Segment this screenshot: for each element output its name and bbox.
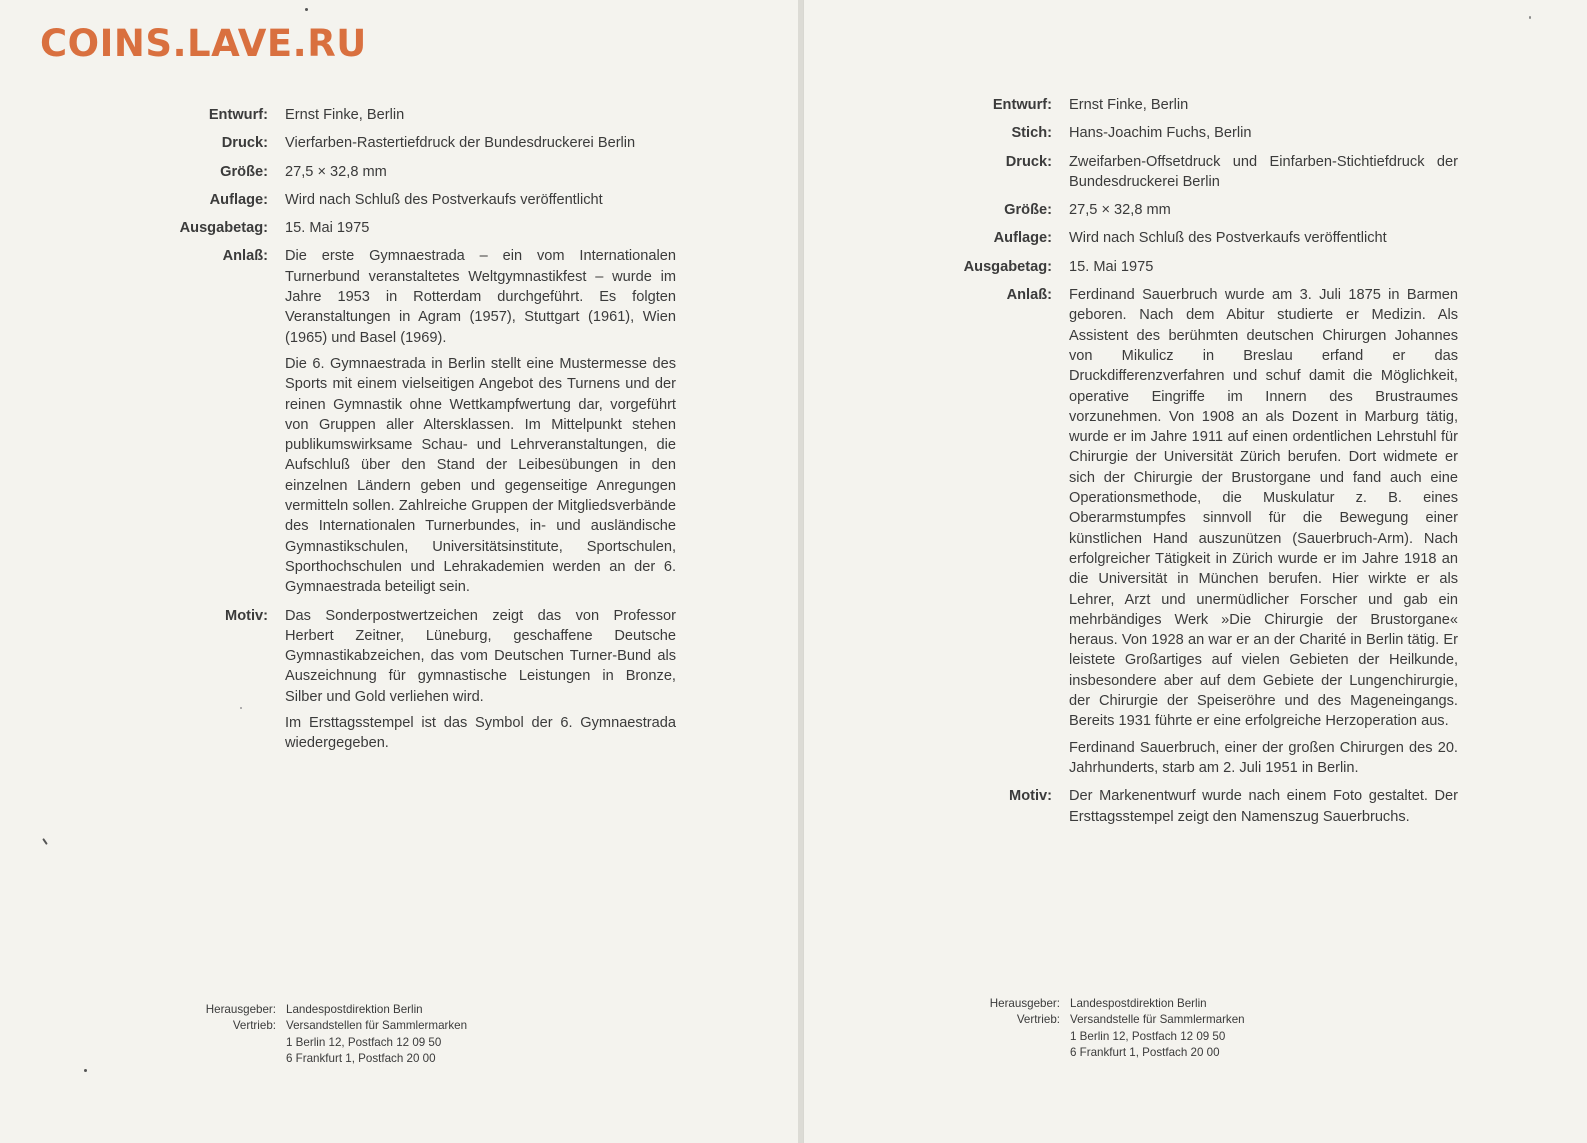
field-paragraph: Die 6. Gymnaestrada in Berlin stellt eine Mustermesse des Sports mit einem vielseitigen Angebot des Turnens und der reinen Gymnastik ohne Wettkampfwertung dar, vorgeführt von Gruppen aller Altersklassen. Im Mittelpunkt stehen publikumswirksame Schau- und Lehrveranstaltungen, die Aufschluß über den Stand der Leibesübungen in den einzelnen Ländern geben und gegenseitige Anregungen vermitteln sollen. Zahlreiche Gruppen der Mitgliedsverbände des Internationalen Turnerbundes, in- und ausländische Gymnastikschulen, Universitätsinstitute, Sportschulen, Sporthochschulen und Lehrakademien werden an der 6. Gymnaestrada beteiligt sein.: [285, 355, 676, 596]
field-label: Ausgabetag:: [963, 258, 1052, 275]
left-footer: [0, 1002, 467, 1068]
field-row-anlass: [804, 285, 1458, 778]
field-paragraph: Wird nach Schluß des Postverkaufs veröffentlicht: [285, 191, 603, 208]
field-row-motiv: [804, 786, 1458, 827]
field-value: [1069, 285, 1458, 778]
field-row-groesse: [0, 162, 676, 182]
field-value: [1069, 257, 1458, 277]
herausgeber-value: Landespostdirektion Berlin: [1070, 997, 1207, 1010]
field-label: Entwurf:: [992, 97, 1052, 113]
field-label: Anlaß:: [222, 248, 268, 265]
field-value: [1069, 152, 1458, 193]
field-paragraph: Ernst Finke, Berlin: [1069, 97, 1189, 113]
watermark-text: COINS.LAVE.RU: [40, 22, 367, 65]
field-paragraph: 15. Mai 1975: [285, 220, 370, 237]
field-row-groesse: [804, 200, 1458, 220]
dust-speck: [305, 8, 308, 11]
field-row-ausgabetag: [804, 257, 1458, 277]
field-paragraph: Wird nach Schluß des Postverkaufs veröffentlicht: [1069, 230, 1387, 247]
dust-speck: [1529, 16, 1531, 19]
field-label: Auflage:: [209, 191, 268, 208]
field-paragraph: Im Ersttagsstempel ist das Symbol der 6. Gymnaestrada wiedergegeben.: [285, 715, 676, 752]
field-label: Anlaß:: [1006, 287, 1052, 304]
field-label: Entwurf:: [208, 107, 268, 123]
field-value: [285, 105, 676, 125]
left-field-list: [0, 105, 676, 762]
vertrieb-line: Versandstellen für Sammlermarken: [286, 1019, 468, 1033]
field-label: Druck:: [1005, 153, 1052, 170]
field-paragraph: Die erste Gymnaestrada – ein vom Internationalen Turnerbund veranstaltetes Weltgymnastikfest – wurde im Jahre 1953 in Rotterdam durchgeführt. Es folgten Veranstaltungen in Agram (1957), Stuttgart (1961), Wien (1965) und Basel (1969).: [285, 248, 676, 346]
right-page: [803, 0, 1587, 1143]
field-value: [1069, 228, 1458, 248]
vertrieb-label: Vertrieb:: [232, 1019, 276, 1033]
field-paragraph: Ferdinand Sauerbruch wurde am 3. Juli 1875 in Barmen geboren. Nach dem Abitur studierte er Medizin. Als Assistent des berühmten deutschen Chirurgen Johannes von Mikulicz in Breslau erfand er das Druckdifferenzverfahren und schuf damit die Möglichkeit, operative Eingriffe im Innern des Brustraumes vorzunehmen. Von 1908 an als Dozent in Marburg tätig, wurde er im Jahre 1911 auf einen ordentlichen Lehrstuhl für Chirurgie der Universität Zürich berufen. Dort widmete er sich der Chirurgie der Brustorgane und fand auch eine Operationsmethode, die Muskulatur z. B. eines Oberarmstumpfes sinnvoll für die Bewegung einer künstlichen Hand auszunützen (Sauerbruch-Arm). Nach erfolgreicher Tätigkeit in Zürich wurde er im Jahre 1918 an die Universität in München berufen. Hier wirkte er als Lehrer, Arzt und unermüdlicher Forscher und gab ein mehrbändiges Werk »Die Chirurgie der Brustorgane« heraus. Von 1928 an war er an der Charité in Berlin tätig. Er leistete Großartiges auf vielen Gebieten der Heilkunde, insbesondere aber auf dem Gebiete der Lungenchirurgie, der Chirurgie der Speiseröhre und des Mageneingangs. Bereits 1931 führte er eine erfolgreiche Herzoperation aus.: [1069, 287, 1458, 730]
field-row-entwurf: [0, 105, 676, 125]
vertrieb-line: 1 Berlin 12, Postfach 12 09 50: [286, 1035, 442, 1049]
field-paragraph: 27,5 × 32,8 mm: [285, 163, 387, 180]
field-value: [285, 246, 676, 597]
field-paragraph: 27,5 × 32,8 mm: [1069, 202, 1171, 219]
right-footer: [804, 996, 1245, 1062]
field-paragraph: Vierfarben-Rastertiefdruck der Bundesdruckerei Berlin: [285, 135, 636, 152]
field-label: Motiv:: [1009, 788, 1052, 805]
field-paragraph: Das Sonderpostwertzeichen zeigt das von Professor Herbert Zeitner, Lüneburg, geschaffene Deutsche Gymnastikabzeichen, das vom Deutschen Turner-Bund als Auszeichnung für gymnastische Leistungen in Bronze, Silber und Gold verliehen wird.: [285, 607, 676, 705]
field-paragraph: 15. Mai 1975: [1069, 258, 1154, 275]
field-value: [285, 218, 676, 238]
field-row-motiv: [0, 606, 676, 754]
field-label: Größe:: [1004, 202, 1052, 219]
vertrieb-line: 6 Frankfurt 1, Postfach 20 00: [286, 1052, 436, 1066]
field-value: [1069, 123, 1458, 143]
field-row-stich: [804, 123, 1458, 143]
vertrieb-line: 1 Berlin 12, Postfach 12 09 50: [1070, 1029, 1226, 1043]
field-value: [1069, 95, 1458, 115]
vertrieb-line: Versandstelle für Sammlermarken: [1070, 1013, 1245, 1027]
herausgeber-label: Herausgeber:: [205, 1003, 276, 1016]
dust-speck: [84, 1069, 87, 1072]
field-label: Auflage:: [993, 230, 1052, 247]
vertrieb-line: 6 Frankfurt 1, Postfach 20 00: [1070, 1046, 1220, 1060]
field-row-anlass: [0, 246, 676, 597]
herausgeber-label: Herausgeber:: [989, 997, 1060, 1010]
field-paragraph: Ferdinand Sauerbruch, einer der großen Chirurgen des 20. Jahrhunderts, starb am 2. Juli 1951 in Berlin.: [1069, 739, 1458, 776]
field-label: Motiv:: [225, 607, 268, 624]
field-value: [285, 606, 676, 754]
field-row-auflage: [804, 228, 1458, 248]
field-row-druck: [0, 133, 676, 153]
field-row-entwurf: [804, 95, 1458, 115]
vertrieb-label: Vertrieb:: [1016, 1013, 1060, 1027]
field-value: [285, 190, 676, 210]
right-field-list: [804, 95, 1458, 835]
field-paragraph: Ernst Finke, Berlin: [285, 107, 405, 123]
field-paragraph: Hans-Joachim Fuchs, Berlin: [1069, 125, 1252, 142]
herausgeber-value: Landespostdirektion Berlin: [286, 1003, 423, 1016]
field-row-druck: [804, 152, 1458, 193]
dust-speck: [240, 707, 242, 709]
field-label: Stich:: [1011, 125, 1052, 142]
field-value: [1069, 200, 1458, 220]
field-value: [285, 133, 676, 153]
field-label: Ausgabetag:: [179, 220, 268, 237]
field-paragraph: Der Markenentwurf wurde nach einem Foto gestaltet. Der Ersttagsstempel zeigt den Namenszug Sauerbruchs.: [1069, 788, 1458, 825]
field-paragraph: Zweifarben-Offsetdruck und Einfarben-Stichtiefdruck der Bundesdruckerei Berlin: [1069, 153, 1458, 190]
field-row-ausgabetag: [0, 218, 676, 238]
field-label: Größe:: [220, 163, 268, 180]
dust-speck: [42, 838, 48, 845]
field-row-auflage: [0, 190, 676, 210]
field-label: Druck:: [221, 135, 268, 152]
field-value: [285, 162, 676, 182]
field-value: [1069, 786, 1458, 827]
